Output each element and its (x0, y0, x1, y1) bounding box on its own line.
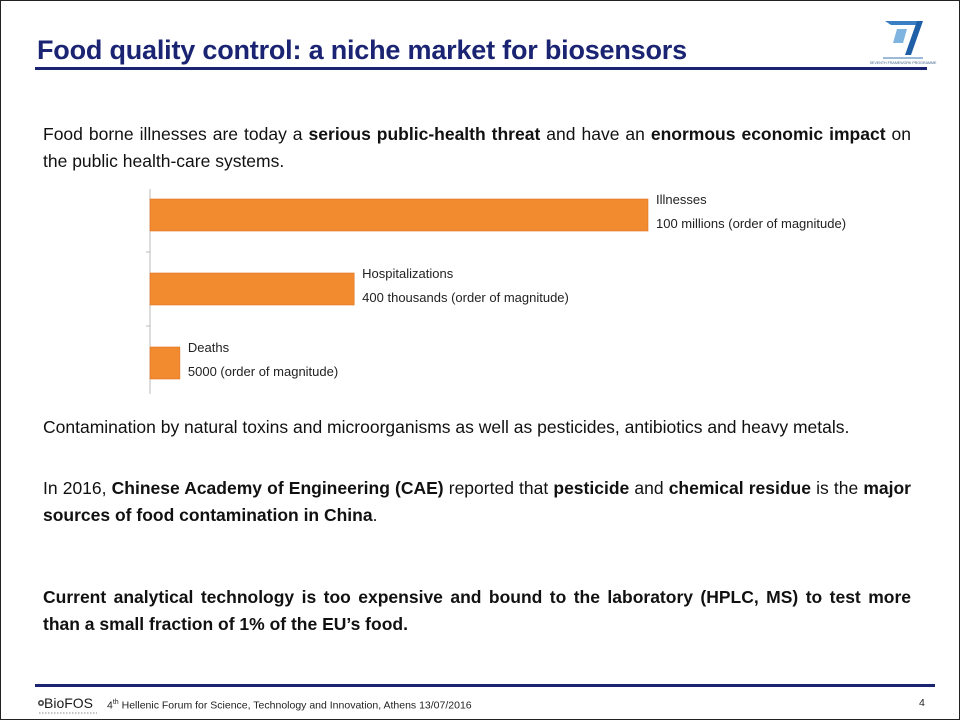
bar-label-hospitalizations: Hospitalizations (362, 266, 454, 281)
slide-title: Food quality control: a niche market for biosensors (37, 35, 687, 65)
bar-deaths (150, 347, 180, 379)
title-underline (35, 67, 927, 70)
footer-rule (35, 684, 935, 687)
bar-illnesses (150, 199, 648, 231)
bar-sublabel-hospitalizations: 400 thousands (order of magnitude) (362, 290, 569, 305)
bar-sublabel-illnesses: 100 millions (order of magnitude) (656, 216, 847, 231)
bar-label-deaths: Deaths (187, 340, 230, 355)
fp7-caption: SEVENTH FRAMEWORK PROGRAMME (869, 61, 937, 65)
contamination-paragraph: Contamination by natural toxins and microorganisms as well as pesticides, antibiotics and heavy metals. (43, 417, 850, 437)
bar-hospitalizations (150, 273, 354, 305)
chart-svg (141, 189, 901, 401)
technology-paragraph: Current analytical technology is too expensive and bound to the laboratory (HPLC, MS) to test more than a small fraction of 1% of the EU’s food. (43, 587, 911, 634)
bar-sublabel-deaths: 5000 (order of magnitude) (187, 364, 339, 379)
intro-paragraph: Food borne illnesses are today a serious public-health threat and have an enormous economic impact on the public health-care systems. (43, 124, 912, 171)
bar-label-illnesses: Illnesses (656, 192, 707, 207)
cae-paragraph: In 2016, Chinese Academy of Engineering (CAE) reported that pesticide and chemical residue is the major sources of food contamination in China. (43, 478, 911, 525)
biofos-logo-icon (35, 691, 105, 717)
impact-bar-chart (141, 189, 901, 401)
biofos-text: BioFOS (44, 695, 94, 711)
footer-conference: 4th Hellenic Forum for Science, Technology and Innovation, Athens 13/07/2016 (107, 699, 472, 712)
fp7-logo-icon (869, 17, 937, 67)
page-number: 4 (919, 697, 925, 709)
